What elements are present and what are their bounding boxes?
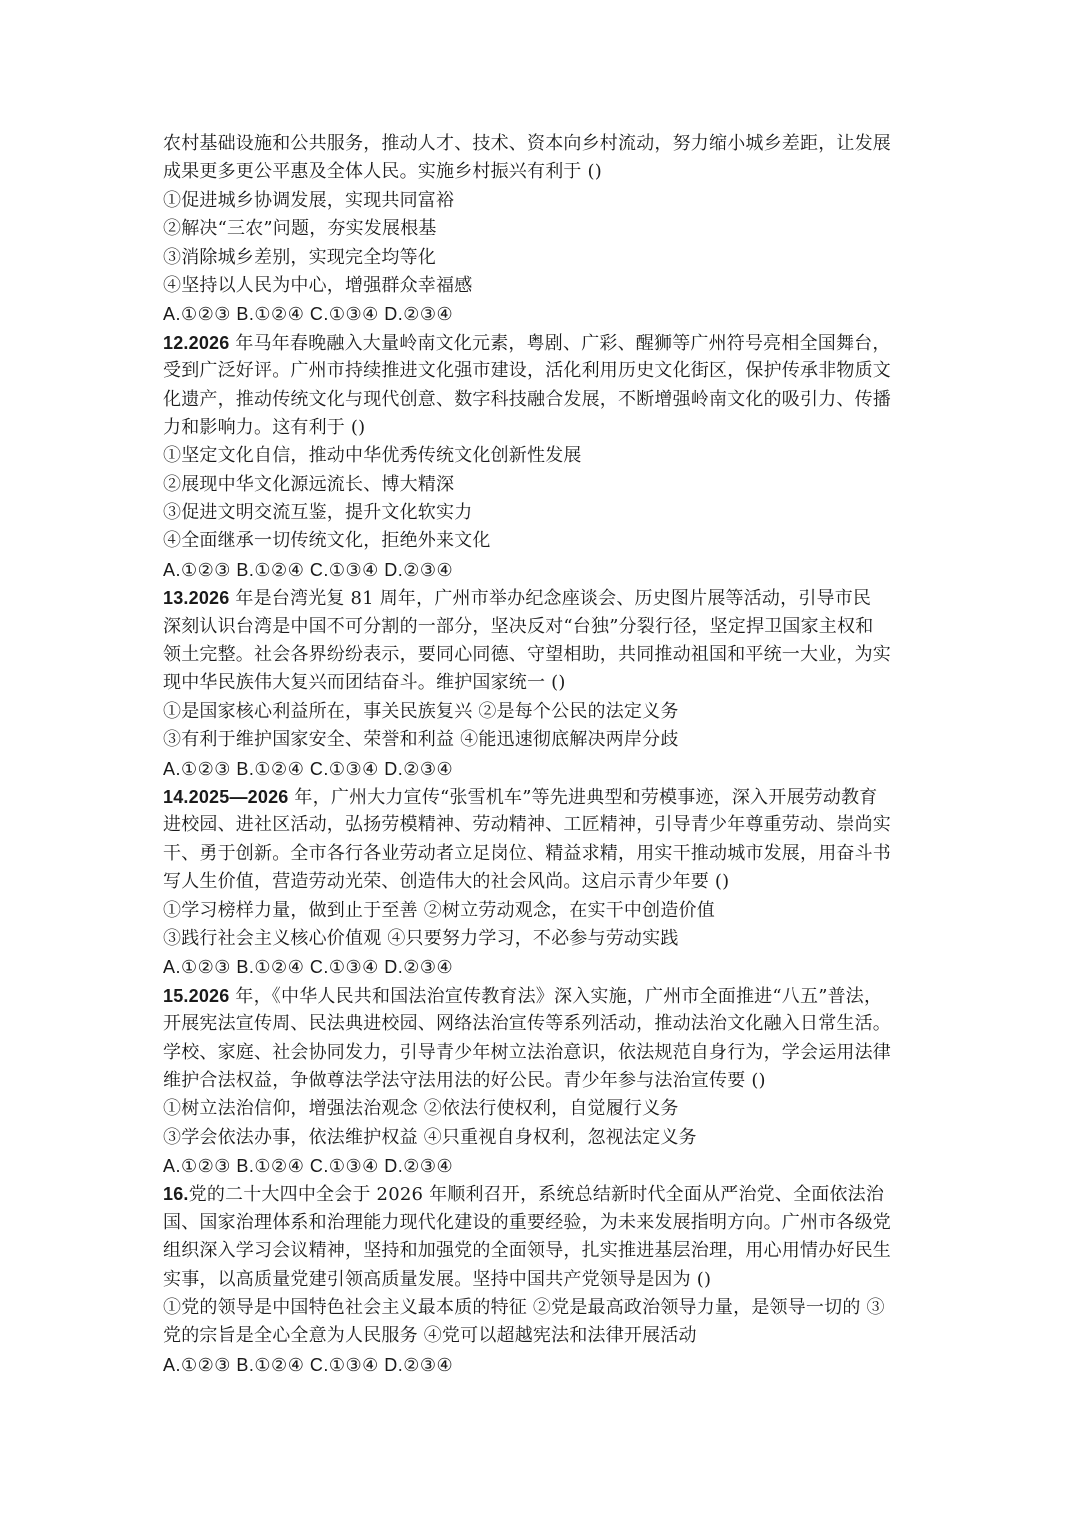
- answer-choices: A.①②③ B.①②④ C.①③④ D.②③④: [163, 758, 454, 779]
- option-line: ①学习榜样力量，做到止于至善 ②树立劳动观念，在实干中创造价值: [163, 899, 715, 921]
- answer-choices: A.①②③ B.①②④ C.①③④ D.②③④: [163, 1156, 454, 1177]
- answer-choices: A.①②③ B.①②④ C.①③④ D.②③④: [163, 957, 454, 978]
- answer-choices: A.①②③ B.①②④ C.①③④ D.②③④: [163, 559, 454, 580]
- option-line: ④全面继承一切传统文化，拒绝外来文化: [163, 530, 491, 552]
- stem-line: 深刻认识台湾是中国不可分割的一部分，坚决反对“台独”分裂行径，坚定捍卫国家主权和: [163, 615, 874, 637]
- stem-line: 国、国家治理体系和治理能力现代化建设的重要经验，为未来发展指明方向。广州市各级党: [163, 1211, 891, 1233]
- option-line: ②展现中华文化源远流长、博大精深: [163, 473, 455, 495]
- stem-line: 进校园、进社区活动，弘扬劳模精神、劳动精神、工匠精神，引导青少年尊重劳动、崇尚实: [163, 814, 891, 836]
- option-line: ③有利于维护国家安全、荣誉和利益 ④能迅速彻底解决两岸分歧: [163, 729, 679, 751]
- question-14: [163, 783, 923, 982]
- stem-line: [163, 329, 923, 357]
- stem-line: [163, 783, 923, 811]
- stem-line: 力和影响力。这有利于 (): [163, 416, 366, 438]
- question-16: [163, 1180, 923, 1379]
- exam-page: [163, 130, 923, 1379]
- question-number: 15.2026: [163, 985, 230, 1006]
- question-15: [163, 982, 923, 1181]
- stem-line: 农村基础设施和公共服务，推动人才、技术、资本向乡村流动，努力缩小城乡差距，让发展: [163, 133, 891, 154]
- stem-line: 学校、家庭、社会协同发力，引导青少年树立法治意识，依法规范自身行为，学会运用法律: [163, 1041, 891, 1063]
- stem-line: 开展宪法宣传周、民法典进校园、网络法治宣传等系列活动，推动法治文化融入日常生活。: [163, 1013, 891, 1035]
- question-13: [163, 584, 923, 783]
- option-line: ①树立法治信仰，增强法治观念 ②依法行使权利，自觉履行义务: [163, 1098, 679, 1120]
- stem-line: 干、勇于创新。全市各行各业劳动者立足岗位、精益求精，用实干推动城市发展，用奋斗书: [163, 842, 891, 864]
- stem-text: 年，《中华人民共和国法治宣传教育法》深入实施，广州市全面推进“八五”普法，: [229, 985, 883, 1007]
- answer-choices: A.①②③ B.①②④ C.①③④ D.②③④: [163, 1354, 454, 1375]
- option-line: ③消除城乡差别，实现完全均等化: [163, 246, 436, 268]
- stem-line: [163, 584, 923, 612]
- option-line: ④坚持以人民为中心，增强群众幸福感: [163, 274, 473, 296]
- question-12: [163, 329, 923, 585]
- answer-choices: A.①②③ B.①②④ C.①③④ D.②③④: [163, 304, 454, 325]
- stem-line: 维护合法权益，争做尊法学法守法用法的好公民。青少年参与法治宣传要 (): [163, 1069, 766, 1091]
- option-line: ③学会依法办事，依法维护权益 ④只重视自身权利，忽视法定义务: [163, 1126, 697, 1148]
- question-number: 13.2026: [163, 588, 230, 609]
- stem-line: 化遗产，推动传统文化与现代创意、数字科技融合发展，不断增强岭南文化的吸引力、传播: [163, 388, 891, 410]
- stem-text: 年是台湾光复 81 周年，广州市举办纪念座谈会、历史图片展等活动，引导市民: [229, 588, 872, 610]
- stem-text: 年马年春晚融入大量岭南文化元素，粤剧、广彩、醒狮等广州符号亮相全国舞台，: [229, 332, 891, 354]
- stem-line: 领土完整。社会各界纷纷表示，要同心同德、守望相助，共同推动祖国和平统一大业，为实: [163, 644, 891, 666]
- option-line: 党的宗旨是全心全意为人民服务 ④党可以超越宪法和法律开展活动: [163, 1325, 697, 1347]
- option-line: ②解决“三农”问题，夯实发展根基: [163, 218, 437, 240]
- stem-line: 实事，以高质量党建引领高质量发展。坚持中国共产党领导是因为 (): [163, 1268, 712, 1290]
- stem-line: [163, 1180, 923, 1208]
- stem-line: 成果更多更公平惠及全体人民。实施乡村振兴有利于 (): [163, 161, 602, 183]
- question-number: 12.2026: [163, 332, 230, 353]
- option-line: ①促进城乡协调发展，实现共同富裕: [163, 189, 455, 211]
- option-line: ③促进文明交流互鉴，提升文化软实力: [163, 502, 473, 524]
- stem-line: 受到广泛好评。广州市持续推进文化强市建设，活化利用历史文化街区，保护传承非物质文: [163, 360, 891, 382]
- stem-text: 党的二十大四中全会于 2026 年顺利召开，系统总结新时代全面从严治党、全面依法治: [188, 1184, 885, 1206]
- question-11-continuation: [163, 130, 923, 329]
- stem-line: [163, 982, 923, 1010]
- stem-text: 年，广州大力宣传“张雪机车”等先进典型和劳模事迹，深入开展劳动教育: [288, 786, 878, 808]
- stem-line: 组织深入学习会议精神，坚持和加强党的全面领导，扎实推进基层治理，用心用情办好民生: [163, 1240, 891, 1262]
- stem-line: 现中华民族伟大复兴而团结奋斗。维护国家统一 (): [163, 672, 566, 694]
- option-line: ①坚定文化自信，推动中华优秀传统文化创新性发展: [163, 445, 582, 467]
- question-number: 16.: [163, 1184, 189, 1205]
- stem-line: 写人生价值，营造劳动光荣、创造伟大的社会风尚。这启示青少年要 (): [163, 871, 730, 893]
- option-line: ①党的领导是中国特色社会主义最本质的特征 ②党是最高政治领导力量，是领导一切的 ③: [163, 1297, 885, 1319]
- option-line: ③践行社会主义核心价值观 ④只要努力学习，不必参与劳动实践: [163, 927, 679, 949]
- option-line: ①是国家核心利益所在，事关民族复兴 ②是每个公民的法定义务: [163, 700, 679, 722]
- question-number: 14.2025—2026: [163, 786, 289, 807]
